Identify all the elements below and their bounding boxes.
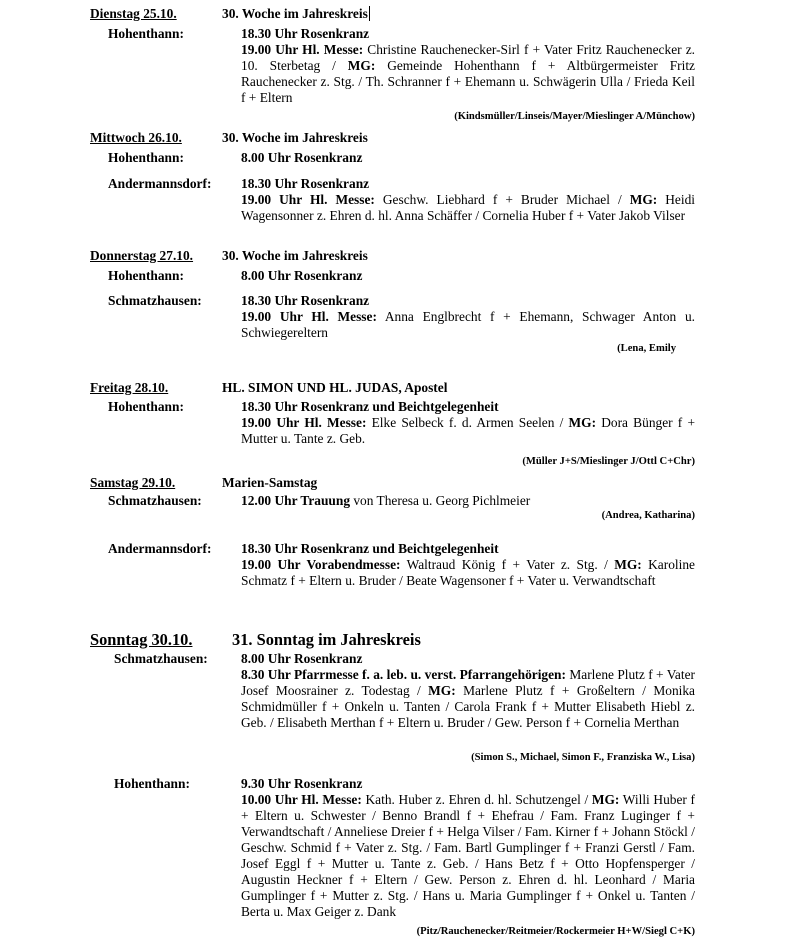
day-theme: 30. Woche im Jahreskreis [222, 248, 368, 263]
service-line: 19.00 Uhr Vorabendmesse: Waltraud König f + Vater z. Stg. / MG: Karoline Schmatz f + Eltern u. Bruder / Beate Wagensoner f + Vater u. Verwandtschaft [241, 557, 695, 588]
text-cursor [369, 6, 370, 21]
location-label: Hohenthann: [108, 399, 184, 414]
day-header [90, 248, 368, 264]
service-entries [241, 541, 695, 589]
service-entries [241, 176, 695, 224]
service-line: 8.00 Uhr Rosenkranz [241, 268, 363, 283]
service-entries [241, 776, 695, 920]
service-line: 18.30 Uhr Rosenkranz und Beichtgelegenheit [241, 399, 499, 414]
day-date: Samstag 29.10. [90, 475, 176, 490]
day-theme: 31. Sonntag im Jahreskreis [232, 630, 421, 649]
location-label: Andermannsdorf: [108, 541, 212, 556]
service-line: 19.00 Uhr Hl. Messe: Geschw. Liebhard f + Bruder Michael / MG: Heidi Wagensonner z. Ehren d. hl. Anna Schäffer / Cornelia Huber f + Vater Jakob Vilser [241, 192, 695, 223]
servers-list: (Lena, Emily [617, 343, 676, 354]
service-line: 19.00 Uhr Hl. Messe: Christine Rauchenecker-Sirl f + Vater Fritz Rauchenecker z. 10. Sterbetag / MG: Gemeinde Hohenthann f + Altbürgermeister Fritz Rauchenecker z. Stg. / Th. Schranner f + Ehemann u. Schwägerin Ulla / Frieda Keil f + Eltern [241, 42, 696, 105]
service-line: 18.30 Uhr Rosenkranz [241, 176, 370, 191]
service-line: 19.00 Uhr Hl. Messe: Anna Englbrecht f + Ehemann, Schwager Anton u. Schwiegereltern [241, 309, 695, 340]
service-line: 19.00 Uhr Hl. Messe: Elke Selbeck f. d. Armen Seelen / MG: Dora Bünger f + Mutter u. Tante z. Geb. [241, 415, 695, 446]
day-theme: HL. SIMON UND HL. JUDAS, Apostel [222, 380, 448, 395]
service-line: 8.00 Uhr Rosenkranz [241, 150, 363, 165]
location-label: Schmatzhausen: [108, 293, 202, 308]
day-date: Sonntag 30.10. [90, 630, 193, 649]
day-header [90, 380, 448, 396]
day-date: Donnerstag 27.10. [90, 248, 194, 263]
servers-list: (Simon S., Michael, Simon F., Franziska W., Lisa) [471, 752, 695, 763]
servers-list: (Kindsmüller/Linseis/Mayer/Mieslinger A/Münchow) [454, 111, 695, 122]
service-line: 8.00 Uhr Rosenkranz [241, 651, 363, 666]
service-line: 9.30 Uhr Rosenkranz [241, 776, 363, 791]
day-header [90, 475, 318, 491]
location-label: Hohenthann: [114, 776, 190, 791]
day-header [90, 130, 368, 146]
day-date: Dienstag 25.10. [90, 6, 177, 21]
service-entries [241, 493, 695, 509]
day-date: Freitag 28.10. [90, 380, 169, 395]
location-label: Hohenthann: [108, 268, 184, 283]
day-date: Mittwoch 26.10. [90, 130, 182, 145]
servers-list: (Andrea, Katharina) [601, 510, 695, 521]
location-label: Schmatzhausen: [108, 493, 202, 508]
day-header [90, 630, 421, 649]
day-header [90, 6, 368, 22]
servers-list: (Pitz/Rauchenecker/Reitmeier/Rockermeier H+W/Siegl C+K) [416, 926, 695, 937]
service-line: 12.00 Uhr Trauung von Theresa u. Georg Pichlmeier [241, 493, 531, 508]
location-label: Hohenthann: [108, 150, 184, 165]
service-entries [241, 651, 695, 731]
service-entries [241, 293, 695, 341]
service-line: 18.30 Uhr Rosenkranz und Beichtgelegenheit [241, 541, 499, 556]
location-label: Hohenthann: [108, 26, 184, 41]
location-label: Andermannsdorf: [108, 176, 212, 191]
service-entries [241, 399, 695, 447]
day-theme: Marien-Samstag [222, 475, 318, 490]
servers-list: (Müller J+S/Mieslinger J/Ottl C+Chr) [522, 456, 695, 467]
day-theme: 30. Woche im Jahreskreis [222, 130, 368, 145]
service-entries [241, 26, 695, 106]
service-line: 10.00 Uhr Hl. Messe: Kath. Huber z. Ehren d. hl. Schutzengel / MG: Willi Huber f + Eltern u. Schwester / Benno Brandl f + Ehefrau / Fam. Franz Luginger f + Verwandtschaft / Anneliese Dreier f + Helga Vilser / Fam. Kirner f + Johann Stöckl / Geschw. Schmid f + Vater z. Stg. / Fam. Bartl Gumplinger f + Franzi Gerstl / Fam. Josef Eggl f + Mutter u. Tante z. Geb. / Hans Betz f + Otto Hopfensperger / Augustin Heckner f + Eltern / Gew. Person z. Ehren d. hl. Leonhard / Maria Gumplinger f + Mutter z. Stg. / Hans u. Maria Gumplinger f + Onkel u. Tanten / Berta u. Max Geiger z. Dank [241, 792, 696, 919]
service-entries [241, 268, 695, 284]
service-line: 18.30 Uhr Rosenkranz [241, 293, 370, 308]
service-line: 8.30 Uhr Pfarrmesse f. a. leb. u. verst. Pfarrangehörigen: Marlene Plutz f + Vater Josef Moosrainer z. Todestag / MG: Marlene Plutz f + Großeltern / Monika Schmidmüller f + Onkeln u. Tanten / Carola Frank f + Mutter Elisabeth Hiebl z. Geb. / Elisabeth Merthan f + Eltern u. Bruder / Gew. Person f + Cornelia Merthan [241, 667, 696, 730]
service-line: 18.30 Uhr Rosenkranz [241, 26, 370, 41]
location-label: Schmatzhausen: [114, 651, 208, 666]
day-theme: 30. Woche im Jahreskreis [222, 6, 368, 21]
service-entries [241, 150, 695, 166]
